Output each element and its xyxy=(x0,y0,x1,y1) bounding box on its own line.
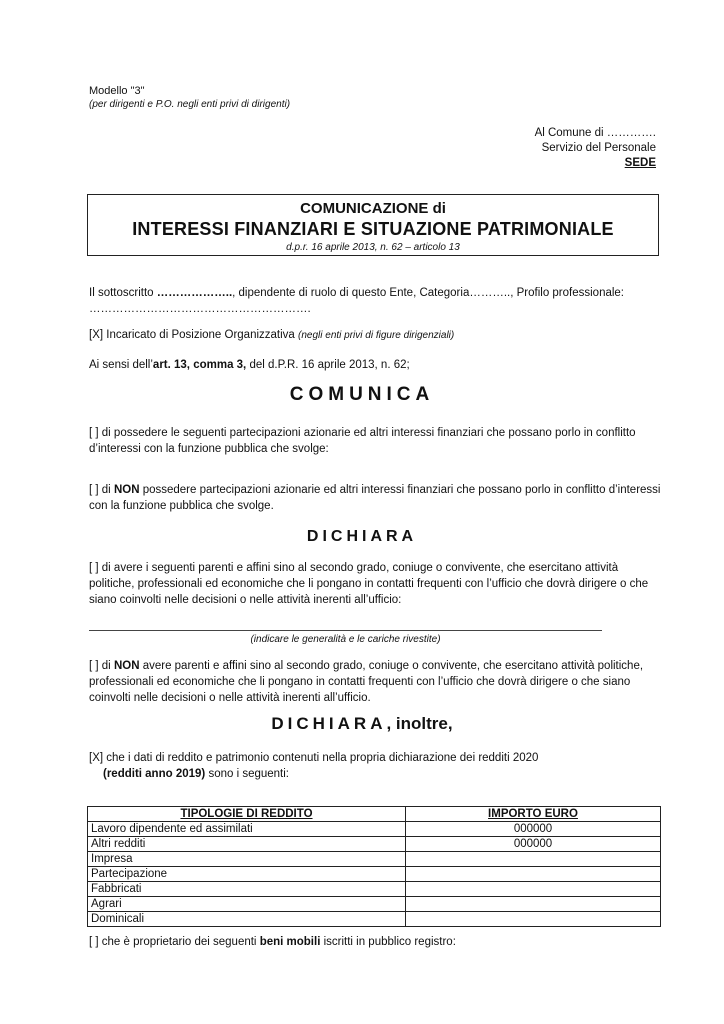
intro-line-2: …………………………………………………. xyxy=(89,303,311,315)
dichiara-option-1: [ ] di avere i seguenti parenti e affini sino al secondo grado, coniuge o convivente, che esercitano attività politiche, professionali ed economiche che li pongano in contatti frequenti con l’ufficio che dovrà dirigere o che siano coinvolti nelle decisioni o nelle attività inerenti all’ufficio: xyxy=(89,562,649,606)
title-line-2: INTERESSI FINANZIARI E SITUAZIONE PATRIMONIALE xyxy=(132,219,614,239)
table-row xyxy=(88,852,661,867)
intro-text-b: , dipendente di ruolo di questo Ente, Categoria……….., Profilo professionale: xyxy=(232,287,625,299)
title-line-1: COMUNICAZIONE di xyxy=(300,200,446,217)
row-amount xyxy=(406,897,661,912)
dichiara-heading: DICHIARA xyxy=(306,528,418,545)
dichiara-option-2 xyxy=(89,658,661,706)
row-amount xyxy=(406,852,661,867)
model-label: Modello "3" xyxy=(89,85,145,97)
row-type: Altri redditi xyxy=(88,837,406,852)
role-note: (negli enti privi di figure dirigenziali) xyxy=(298,330,455,341)
income-intro xyxy=(89,750,661,782)
row-amount xyxy=(406,882,661,897)
row-amount: 000000 xyxy=(406,822,661,837)
table-row xyxy=(88,882,661,897)
address-line-comune: Al Comune di …………. xyxy=(534,127,656,139)
dichiara-inoltre-rest: , inoltre, xyxy=(386,714,453,733)
table-row xyxy=(88,867,661,882)
beni-mobili-prefix: [ ] che è proprietario dei seguenti xyxy=(89,936,260,948)
header-importo: IMPORTO EURO xyxy=(406,807,661,822)
beni-mobili-line xyxy=(89,934,661,950)
legal-ref xyxy=(89,357,661,373)
income-intro-bold: (redditi anno 2019) xyxy=(103,768,206,780)
intro-name-dots: ……………….. xyxy=(156,287,233,299)
row-type: Partecipazione xyxy=(88,867,406,882)
beni-mobili-suffix: iscritti in pubblico registro: xyxy=(320,936,456,948)
fill-in-caption: (indicare le generalità e le cariche rivestite) xyxy=(250,634,441,645)
comunica-option-2 xyxy=(89,482,661,514)
header-tipologie: TIPOLOGIE DI REDDITO xyxy=(88,807,406,822)
dichiara-opt2-bold: NON xyxy=(113,660,140,672)
legal-ref-bold: art. 13, comma 3, xyxy=(152,359,247,371)
comunica-opt2-suffix: possedere partecipazioni azionarie ed altri interessi finanziari che possano porlo in conflitto d’interessi con la funzione pubblica che svolge. xyxy=(89,484,661,512)
comunica-opt2-bold: NON xyxy=(113,484,140,496)
income-table-header xyxy=(88,807,661,822)
dichiara-inoltre-word: DICHIARA xyxy=(271,714,387,733)
income-intro-suffix: sono i seguenti: xyxy=(205,768,290,780)
intro-paragraph xyxy=(89,285,661,317)
title-line-3: d.p.r. 16 aprile 2013, n. 62 – articolo 13 xyxy=(286,242,460,253)
dichiara-opt2-suffix: avere parenti e affini sino al secondo grado, coniuge o convivente, che esercitano attività politiche, professionali ed economiche che li pongano in contatti frequenti con l’ufficio che dovrà dirigere o che siano coinvolti nelle decisioni o nelle attività inerenti all’ufficio. xyxy=(89,660,644,704)
row-amount xyxy=(406,867,661,882)
comunica-option-1: [ ] di possedere le seguenti partecipazioni azionarie ed altri interessi finanziari che possano porlo in conflitto d’interessi con la funzione pubblica che svolge: xyxy=(89,427,636,455)
address-line-sede: SEDE xyxy=(624,157,656,169)
dichiara-opt2-prefix: [ ] di xyxy=(89,660,114,672)
table-row xyxy=(88,837,661,852)
comunica-heading: COMUNICA xyxy=(289,384,435,405)
address-line-servizio: Servizio del Personale xyxy=(541,142,656,154)
role-text: [X] Incaricato di Posizione Organizzativa xyxy=(89,329,299,341)
row-type: Dominicali xyxy=(88,912,406,927)
row-type: Impresa xyxy=(88,852,406,867)
income-intro-line-1: [X] che i dati di reddito e patrimonio contenuti nella propria dichiarazione dei redditi 2020 xyxy=(89,752,539,764)
address-block xyxy=(535,126,656,171)
legal-ref-prefix: Ai sensi dell’ xyxy=(89,359,153,371)
table-row xyxy=(88,822,661,837)
model-subtitle: (per dirigenti e P.O. negli enti privi di dirigenti) xyxy=(89,99,291,110)
row-amount: 000000 xyxy=(406,837,661,852)
intro-text-a: Il sottoscritto xyxy=(89,287,157,299)
role-line xyxy=(89,327,661,344)
dichiara-inoltre-heading xyxy=(0,714,724,734)
fill-in-line xyxy=(89,630,602,631)
row-amount xyxy=(406,912,661,927)
row-type: Lavoro dipendente ed assimilati xyxy=(88,822,406,837)
comunica-opt2-prefix: [ ] di xyxy=(89,484,114,496)
table-row xyxy=(88,897,661,912)
row-type: Agrari xyxy=(88,897,406,912)
title-box xyxy=(87,194,659,256)
legal-ref-suffix: del d.P.R. 16 aprile 2013, n. 62; xyxy=(246,359,410,371)
row-type: Fabbricati xyxy=(88,882,406,897)
beni-mobili-bold: beni mobili xyxy=(259,936,321,948)
income-table xyxy=(87,806,661,927)
table-row xyxy=(88,912,661,927)
